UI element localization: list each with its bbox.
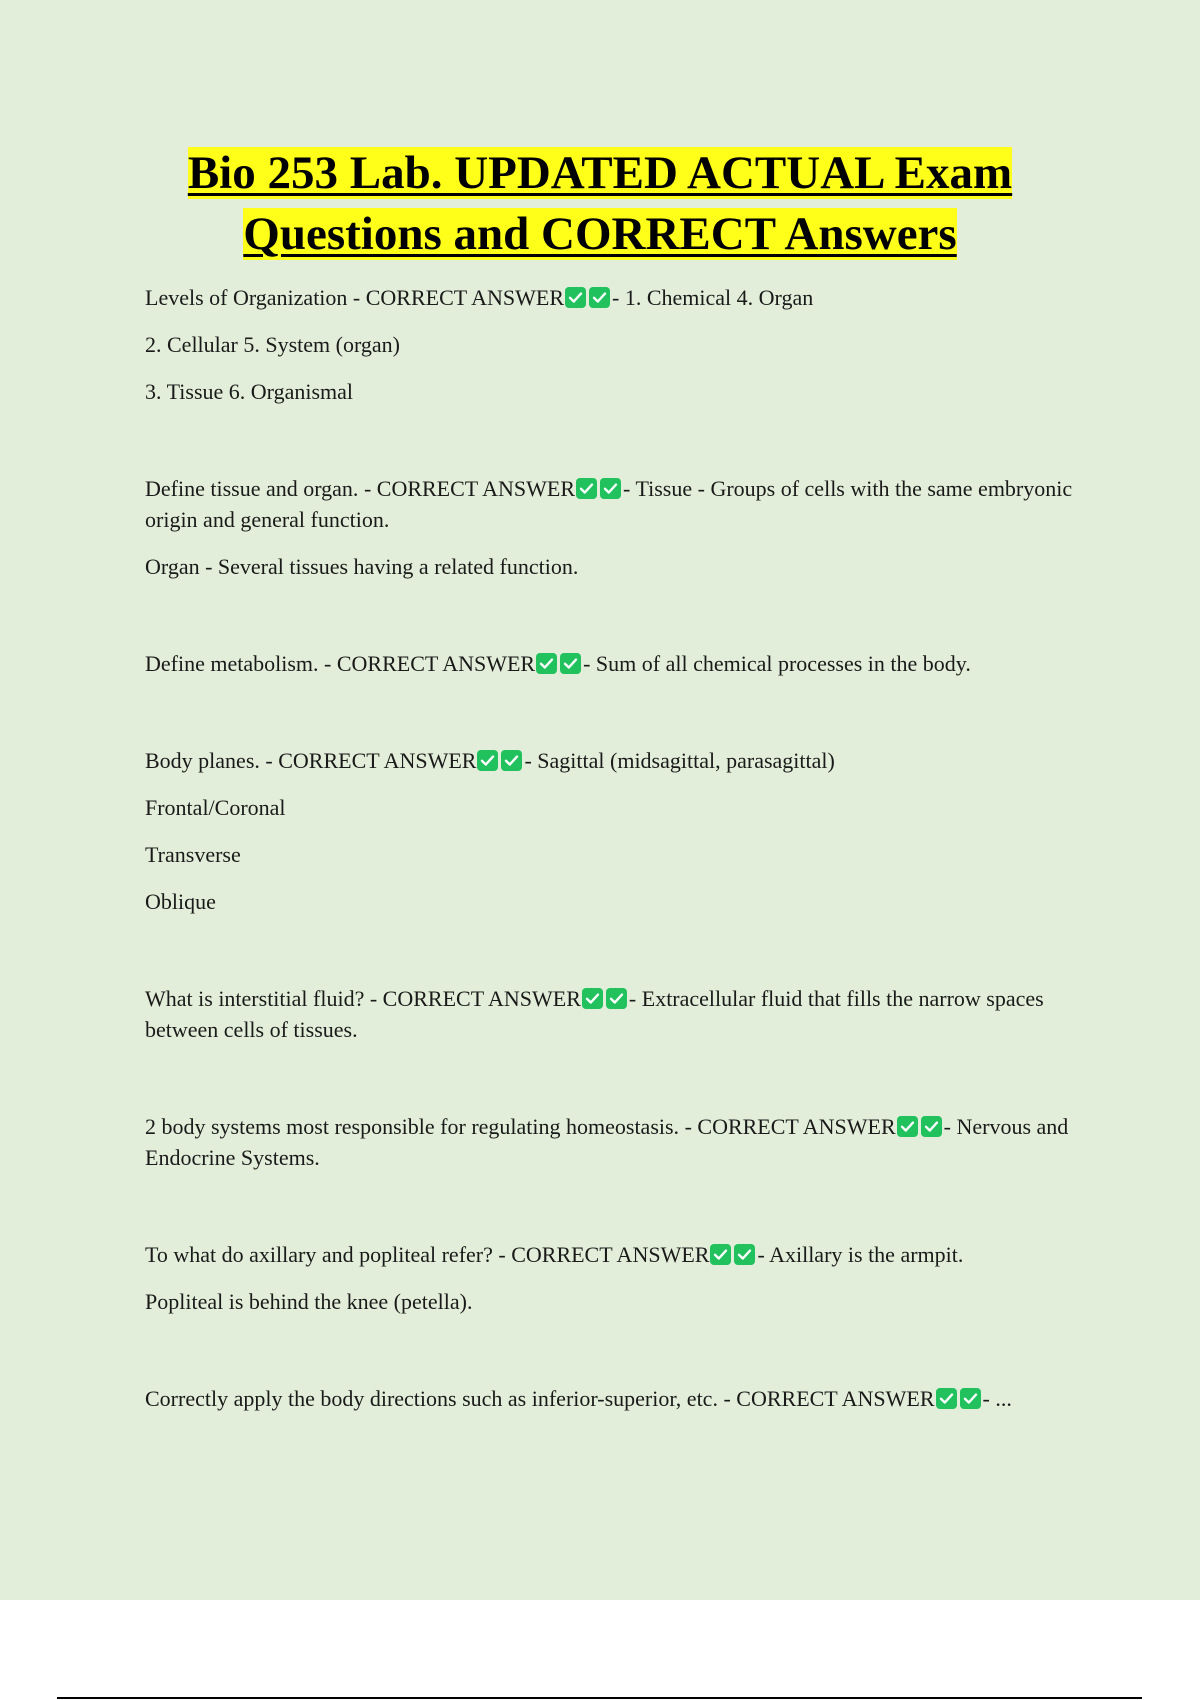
answer-text: Tissue - Groups of cells with the same embryonic origin and general function. [145, 476, 1073, 532]
green-checkbox-icon [606, 988, 627, 1009]
qa-first-line: Define metabolism. - CORRECT ANSWER - Sum of all chemical processes in the body. [145, 651, 971, 676]
qa-item [145, 745, 1095, 917]
question-text: Correctly apply the body directions such as inferior-superior, etc. [145, 1386, 718, 1411]
correct-answer-label: CORRECT ANSWER [376, 476, 576, 501]
green-checkbox-icon [589, 287, 610, 308]
qa-item [145, 983, 1095, 1045]
green-checkbox-icon [936, 1388, 957, 1409]
green-checkbox-icon [576, 478, 597, 499]
qa-first-line: 2 body systems most responsible for regulating homeostasis. - CORRECT ANSWER - Nervous and Endocrine Systems. [145, 1114, 1069, 1170]
answer-line: Transverse [145, 842, 241, 867]
qa-item [145, 648, 1095, 679]
green-checkbox-icon [560, 653, 581, 674]
answer-text: Extracellular fluid that fills the narrow spaces between cells of tissues. [145, 986, 1044, 1042]
answer-line: Oblique [145, 889, 216, 914]
green-checkbox-icon [600, 478, 621, 499]
footer-divider [57, 1697, 1142, 1699]
answer-text: Sagittal (midsagittal, parasagittal) [537, 748, 835, 773]
qa-item [145, 282, 1095, 407]
qa-first-line: Define tissue and organ. - CORRECT ANSWER - Tissue - Groups of cells with the same embryonic origin and general function. [145, 476, 1073, 532]
question-text: 2 body systems most responsible for regulating homeostasis. [145, 1114, 680, 1139]
answer-line: 2. Cellular 5. System (organ) [145, 332, 400, 357]
question-text: To what do axillary and popliteal refer? [145, 1242, 493, 1267]
green-checkbox-icon [897, 1116, 918, 1137]
answer-text: Axillary is the armpit. [769, 1242, 964, 1267]
green-checkbox-icon [565, 287, 586, 308]
answer-text: Nervous and Endocrine Systems. [145, 1114, 1069, 1170]
qa-first-line: To what do axillary and popliteal refer? - CORRECT ANSWER - Axillary is the armpit. [145, 1242, 964, 1267]
question-text: Define tissue and organ. [145, 476, 359, 501]
question-text: Body planes. [145, 748, 260, 773]
correct-answer-label: CORRECT ANSWER [365, 285, 564, 310]
answer-line: 3. Tissue 6. Organismal [145, 379, 354, 404]
document-title [100, 143, 1100, 265]
qa-list [145, 282, 1095, 1480]
qa-first-line: Levels of Organization - CORRECT ANSWER - 1. Chemical 4. Organ [145, 285, 814, 310]
correct-answer-label: CORRECT ANSWER [697, 1114, 896, 1139]
answer-line: Organ - Several tissues having a related function. [145, 554, 579, 579]
green-checkbox-icon [536, 653, 557, 674]
answer-text: Sum of all chemical processes in the body. [595, 651, 971, 676]
question-text: What is interstitial fluid? [145, 986, 365, 1011]
question-text: Levels of Organization [145, 285, 348, 310]
question-text: Define metabolism. [145, 651, 319, 676]
qa-first-line: Correctly apply the body directions such as inferior-superior, etc. - CORRECT ANSWER - ... [145, 1386, 1012, 1411]
correct-answer-label: CORRECT ANSWER [336, 651, 536, 676]
qa-item [145, 473, 1095, 582]
correct-answer-label: CORRECT ANSWER [511, 1242, 710, 1267]
green-checkbox-icon [960, 1388, 981, 1409]
green-checkbox-icon [734, 1244, 755, 1265]
green-checkbox-icon [710, 1244, 731, 1265]
qa-first-line: What is interstitial fluid? - CORRECT ANSWER - Extracellular fluid that fills the narrow spaces between cells of tissues. [145, 986, 1044, 1042]
answer-line: Popliteal is behind the knee (petella). [145, 1289, 473, 1314]
qa-item [145, 1111, 1095, 1173]
correct-answer-label: CORRECT ANSWER [382, 986, 581, 1011]
answer-text: ... [995, 1386, 1012, 1411]
correct-answer-label: CORRECT ANSWER [736, 1386, 935, 1411]
qa-item [145, 1239, 1095, 1317]
correct-answer-label: CORRECT ANSWER [278, 748, 477, 773]
answer-line: Frontal/Coronal [145, 795, 286, 820]
title-line-1: Bio 253 Lab. UPDATED ACTUAL Exam [187, 147, 1013, 199]
green-checkbox-icon [921, 1116, 942, 1137]
green-checkbox-icon [477, 750, 498, 771]
answer-text: 1. Chemical 4. Organ [624, 285, 814, 310]
qa-first-line: Body planes. - CORRECT ANSWER - Sagittal (midsagittal, parasagittal) [145, 748, 835, 773]
title-line-2: Questions and CORRECT Answers [243, 208, 957, 260]
green-checkbox-icon [501, 750, 522, 771]
qa-item [145, 1383, 1095, 1414]
green-checkbox-icon [582, 988, 603, 1009]
